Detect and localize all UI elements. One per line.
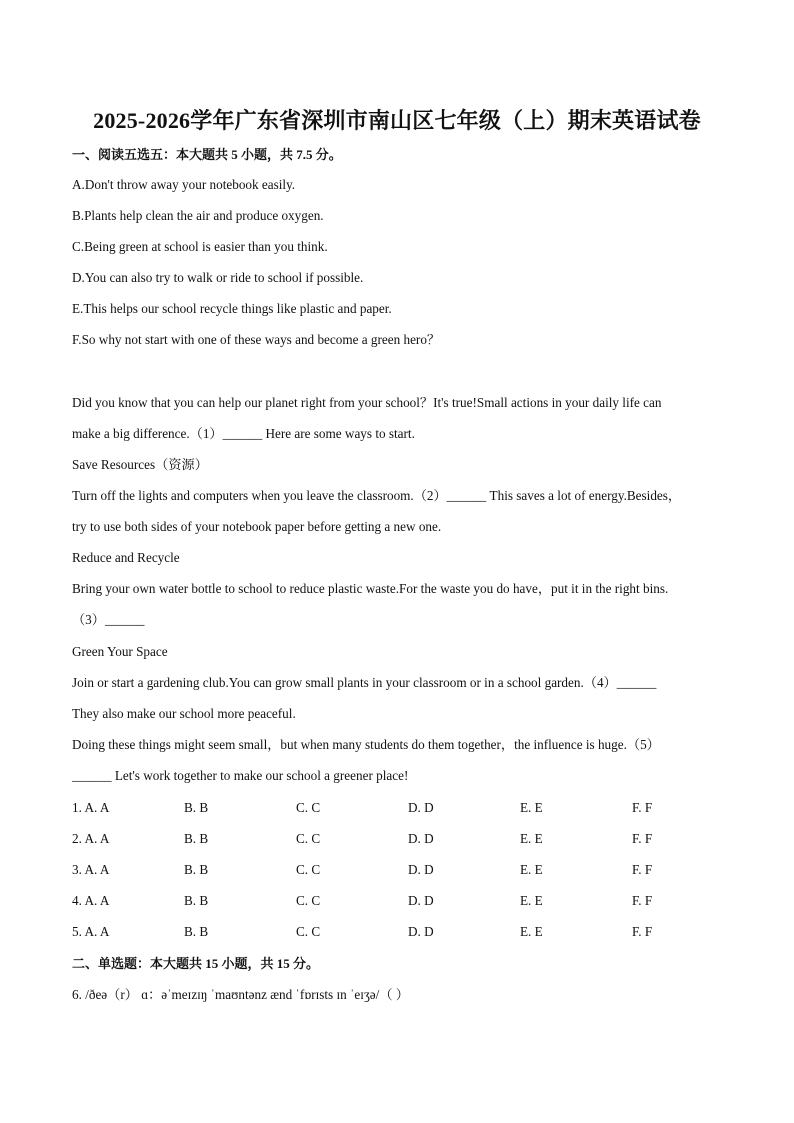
answer-choice[interactable]: E. E <box>520 924 543 939</box>
answer-choice[interactable]: F. F <box>632 831 653 846</box>
answer-choice[interactable]: E. E <box>520 800 543 815</box>
answer-choice[interactable]: B. B <box>184 862 209 877</box>
section-heading-reading: 一、阅读五选五：本大题共 5 小题，共 7.5 分。 <box>72 147 342 162</box>
passage-subheading: Reduce and Recycle <box>72 550 180 565</box>
answer-choice[interactable]: 4. A. A <box>72 893 110 908</box>
passage-line: Did you know that you can help our planet right from your school？It's true!Small actions in your daily life can <box>72 395 662 410</box>
answer-choice[interactable]: 1. A. A <box>72 800 110 815</box>
answer-choice[interactable]: D. D <box>408 800 434 815</box>
answer-choice[interactable]: B. B <box>184 924 209 939</box>
answer-choice[interactable]: C. C <box>296 862 321 877</box>
answer-row-2 <box>72 830 732 848</box>
passage-line: make a big difference.（1）______ Here are some ways to start. <box>72 426 415 441</box>
passage-line: ______ Let's work together to make our school a greener place! <box>72 768 409 783</box>
answer-choice[interactable]: 2. A. A <box>72 831 110 846</box>
answer-choice[interactable]: E. E <box>520 862 543 877</box>
answer-choice[interactable]: F. F <box>632 800 653 815</box>
option-d: D.You can also try to walk or ride to school if possible. <box>72 270 364 285</box>
answer-row-4 <box>72 892 732 910</box>
answer-choice[interactable]: F. F <box>632 924 653 939</box>
answer-choice[interactable]: F. F <box>632 862 653 877</box>
answer-choice[interactable]: C. C <box>296 800 321 815</box>
option-c: C.Being green at school is easier than you think. <box>72 239 328 254</box>
passage-line: try to use both sides of your notebook paper before getting a new one. <box>72 519 442 534</box>
answer-choice[interactable]: B. B <box>184 800 209 815</box>
passage-line: Doing these things might seem small，but when many students do them together，the influence is huge.（5） <box>72 737 660 752</box>
answer-row-3 <box>72 861 732 879</box>
answer-choice[interactable]: 5. A. A <box>72 924 110 939</box>
option-f: F.So why not start with one of these ways and become a green hero？ <box>72 332 441 347</box>
passage-line: （3）______ <box>72 612 145 627</box>
answer-choice[interactable]: D. D <box>408 831 434 846</box>
answer-row-1 <box>72 799 732 817</box>
answer-choice[interactable]: C. C <box>296 893 321 908</box>
answer-choice[interactable]: 3. A. A <box>72 862 110 877</box>
passage-line: They also make our school more peaceful. <box>72 706 296 721</box>
answer-choice[interactable]: B. B <box>184 831 209 846</box>
option-e: E.This helps our school recycle things like plastic and paper. <box>72 301 392 316</box>
answer-choice[interactable]: D. D <box>408 862 434 877</box>
passage-line: Bring your own water bottle to school to reduce plastic waste.For the waste you do have，put it in the right bins. <box>72 581 669 596</box>
option-a: A.Don't throw away your notebook easily. <box>72 177 296 192</box>
passage-subheading: Green Your Space <box>72 644 168 659</box>
section-heading-single-choice: 二、单选题：本大题共 15 小题，共 15 分。 <box>72 956 320 971</box>
passage-line: Join or start a gardening club.You can grow small plants in your classroom or in a school garden.（4）______ <box>72 675 657 690</box>
answer-choice[interactable]: B. B <box>184 893 209 908</box>
answer-choice[interactable]: F. F <box>632 893 653 908</box>
page-title: 2025-2026学年广东省深圳市南山区七年级（上）期末英语试卷 <box>93 108 701 133</box>
answer-choice[interactable]: E. E <box>520 831 543 846</box>
answer-choice[interactable]: D. D <box>408 924 434 939</box>
answer-row-5 <box>72 923 732 941</box>
passage-subheading: Save Resources（资源） <box>72 457 208 472</box>
answer-choice[interactable]: E. E <box>520 893 543 908</box>
option-b: B.Plants help clean the air and produce oxygen. <box>72 208 324 223</box>
answer-choice[interactable]: C. C <box>296 924 321 939</box>
answer-choice[interactable]: D. D <box>408 893 434 908</box>
passage-line: Turn off the lights and computers when you leave the classroom.（2）______ This saves a lot of energy.Besides， <box>72 488 682 503</box>
answer-choice[interactable]: C. C <box>296 831 321 846</box>
question-6: 6. /ðeə（r） ɑ：əˈmeɪzɪŋ ˈmaʊntənz ænd ˈfɒrɪsts ɪn ˈeɪʒə/（ ） <box>72 987 409 1002</box>
